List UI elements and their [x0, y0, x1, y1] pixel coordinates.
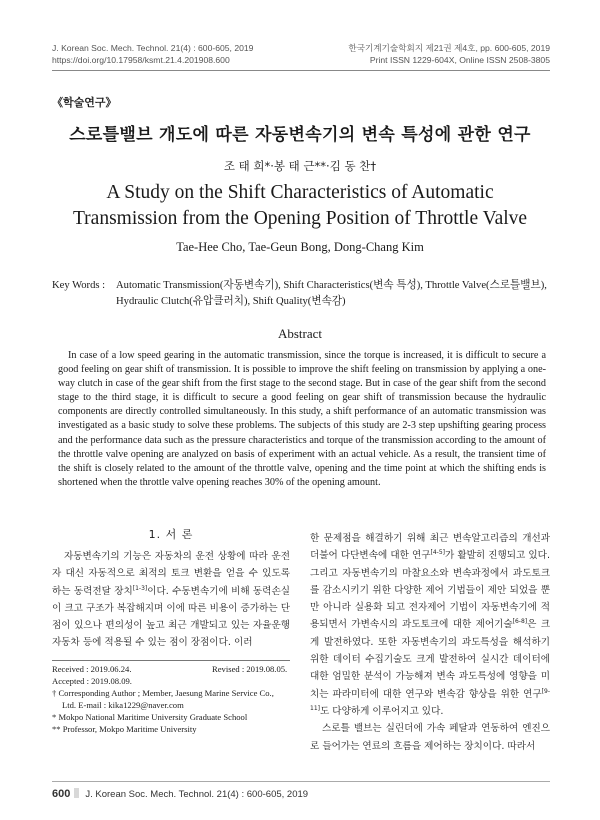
english-title-line1: A Study on the Shift Characteristics of Automatic [106, 182, 494, 203]
english-title-line2: Transmission from the Opening Position of Throttle Valve [72, 208, 528, 229]
affiliation-note-2: ** Professor, Mokpo Maritime University [52, 724, 197, 734]
doi-link[interactable]: https://doi.org/10.17958/ksmt.21.4.201908.600 [52, 55, 230, 65]
footer-journal-citation: J. Korean Soc. Mech. Technol. 21(4) : 600-605, 2019 [85, 789, 309, 800]
citation-ref[interactable]: [1-3] [132, 584, 148, 592]
citation-ref[interactable]: [4-5] [430, 549, 445, 557]
page-number: 600 [52, 788, 71, 800]
corresponding-author-note: † Corresponding Author ; Member, Jaesung Marine Service Co., [52, 688, 274, 698]
korean-authors: 조 태 희*·봉 태 근**·김 동 찬† [223, 159, 377, 173]
received-date: Received : 2019.06.24. [52, 664, 132, 674]
keywords-text: Automatic Transmission(자동변속기), Shift Characteristics(변속 특성), Throttle Valve(스로틀밸브), Hydraulic Clutch(유압클러치), Shift Quality(변속감) [116, 280, 547, 307]
abstract-title: Abstract [277, 326, 323, 341]
affiliation-note-1: * Mokpo National Maritime University Graduate School [52, 712, 248, 722]
footnote-rule [52, 660, 290, 661]
intro-left-column [52, 548, 290, 652]
journal-issn-header [348, 42, 550, 66]
intro-right-text-d: 도 다양하게 이루어지고 있다. [319, 705, 444, 717]
english-authors: Tae-Hee Cho, Tae-Geun Bong, Dong-Chang Kim [176, 240, 424, 254]
revised-date: Revised : 2019.08.05. [212, 664, 288, 674]
footer-rule [52, 781, 550, 782]
korean-journal-citation: 한국기계기술학회지 제21권 제4호, pp. 600-605, 2019 [348, 43, 550, 53]
section-heading-introduction: 1. 서 론 [148, 528, 194, 541]
header-rule [52, 70, 550, 71]
article-category: 《학술연구》 [52, 96, 117, 109]
abstract-text: In case of a low speed gearing in the automatic transmission, since the torque is increased, it is difficult to secure a good feeling on gear shift of transmission. It is possible to improve the shift feeling on transmission by applying a one-way clutch in case of the gear shift from the first stage to the second stage. But in case of the gear shift from the second stage to the third stage, it is difficult to secure a good feeling on gear shift of transmission because the hydraulic components are directly controlled simultaneously. In this study, a shift performance of an automatic transmission was investigated as a basic study to solve these problems. The subjects of this study are 2-3 step upshifting gearing process and the performance data such as the pressure characteristics and torque of the transmission according to the amount of the throttle valve opening are analyzed on basis of experiment with an actual vehicle. As a result, the transient time of the shift is closely related to the amount of the throttle valve, opening and the time point at which the shifting ends is shortened when the throttle valve opening reaches 30% of the opening amount. [58, 350, 546, 488]
intro-left-text-a: 자동변속기의 기능은 자동차의 운전 상황에 따라 운전자 대신 자동적으로 최적의 토크 변환을 얻을 수 있도록 하는 동력전달 장치 [52, 551, 290, 597]
intro-right-text-b: 가 활발히 진행되고 있다. 그리고 자동변속기의 마찰요소와 변속과정에서 과도토크를 감소시키기 위한 다양한 제어 기법들이 제안 되었을 뿐만 아니라 실용화 되고 전자제어 기법이 자동변속기에 적용되면서 가변속시의 과도토크에 대한 제어기술 [310, 550, 550, 631]
page-footer [52, 788, 308, 800]
intro-right-text-c: 은 크게 발전하였다. 또한 자동변속기의 과도특성을 해석하기 위한 데이터 수집기술도 크게 발전하여 실시간 데이터에 대한 엄밀한 분석이 가능해져 변속 과도특성에 영향을 미치는 파라미터에 대한 연구와 변속감 향상을 위한 연구 [310, 619, 550, 700]
english-title [0, 180, 600, 232]
corresponding-author-email: Ltd. E-mail : kika1229@naver.com [62, 700, 184, 710]
citation-ref[interactable]: [9-11] [310, 687, 550, 712]
keywords-label: Key Words : [52, 280, 106, 291]
intro-right-column [310, 530, 550, 755]
journal-citation-header [52, 42, 253, 66]
journal-citation: J. Korean Soc. Mech. Technol. 21(4) : 600-605, 2019 [52, 43, 254, 53]
intro-right-paragraph-1 [310, 530, 550, 720]
keywords-block [52, 278, 552, 310]
accepted-date: Accepted : 2019.08.09. [52, 676, 132, 686]
korean-title: 스로틀밸브 개도에 따른 자동변속기의 변속 특성에 관한 연구 [69, 125, 531, 145]
intro-right-text-a: 한 문제점을 해결하기 위해 최근 변속알고리즘의 개선과 더불어 다단변속에 대한 연구 [310, 533, 550, 562]
citation-ref[interactable]: [6-8] [512, 618, 528, 626]
intro-right-paragraph-2: 스로틀 밸브는 실린더에 가속 페달과 연동하여 엔진으로 들어가는 연료의 흐름을 제어하는 장치이다. 따라서 [310, 723, 550, 752]
issn-line: Print ISSN 1229-604X, Online ISSN 2508-3805 [369, 55, 550, 65]
footer-bar-marker [74, 788, 79, 798]
intro-left-text-b: 이다. 수동변속기에 비해 동력손실이 크고 구조가 복잡해지며 이에 따른 비용이 증가하는 단점이 있으나 편의성이 높고 최근 개발되고 있는 자율운행 자동차 등에 적용될 수 있는 점이 장점이다. 이러 [52, 585, 290, 649]
